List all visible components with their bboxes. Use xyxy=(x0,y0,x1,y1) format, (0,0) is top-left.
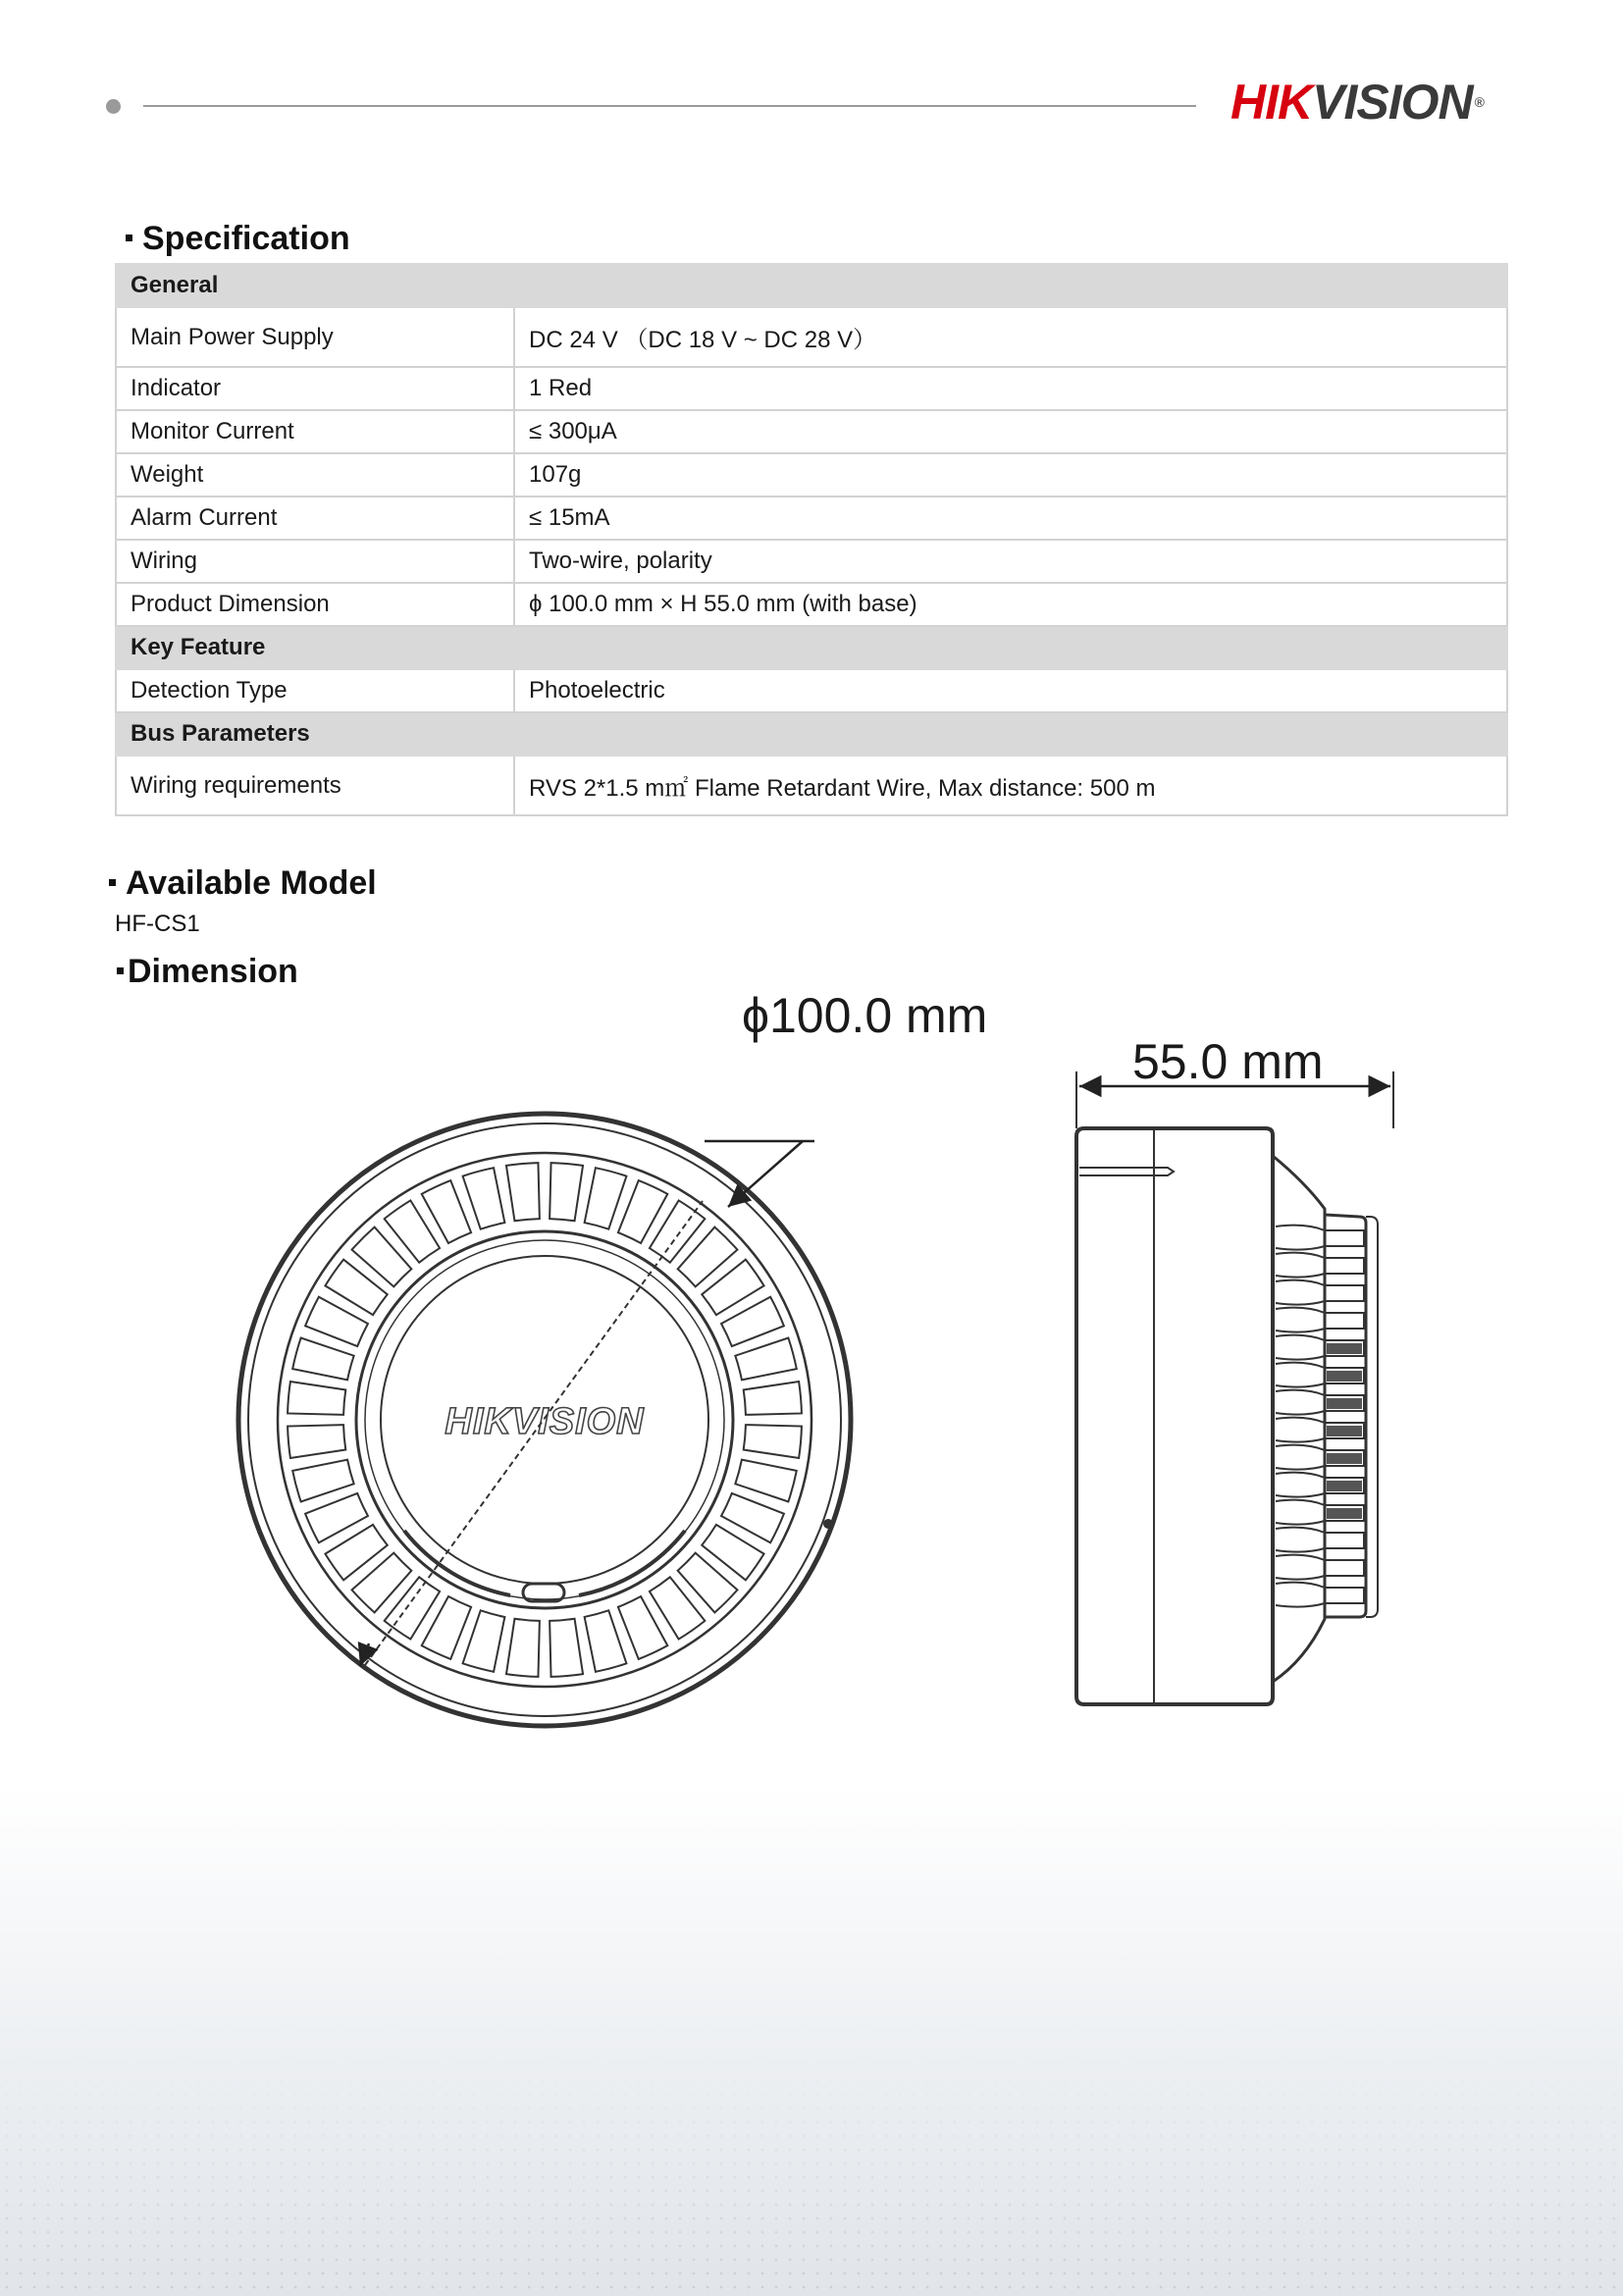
vent-slot xyxy=(463,1168,505,1228)
vent-slot xyxy=(506,1163,540,1221)
side-mesh xyxy=(1327,1343,1362,1354)
available-model-heading: Available Model xyxy=(109,864,377,903)
height-dimension-label: 55.0 mm xyxy=(1132,1034,1324,1089)
table-row: Product Dimension ϕ 100.0 mm × H 55.0 mm (with base) xyxy=(116,583,1507,626)
vent-slot xyxy=(422,1180,471,1243)
side-fin xyxy=(1276,1528,1364,1552)
vent-slot xyxy=(288,1425,345,1458)
side-mesh xyxy=(1327,1398,1362,1409)
table-row: Detection Type Photoelectric xyxy=(116,669,1507,712)
vent-slot xyxy=(678,1553,738,1613)
vent-slot xyxy=(550,1163,583,1221)
category-row-key-feature: Key Feature xyxy=(116,626,1507,669)
vent-slot xyxy=(735,1338,796,1381)
vent-slot xyxy=(678,1227,738,1287)
side-vent-fins xyxy=(1276,1226,1364,1607)
vent-slot xyxy=(702,1525,763,1580)
vent-slot xyxy=(325,1525,387,1580)
vent-slot xyxy=(292,1338,353,1381)
diameter-leader-arrow xyxy=(728,1141,803,1207)
side-fin xyxy=(1276,1583,1364,1607)
side-mesh xyxy=(1327,1481,1362,1491)
device-logo: HIKVISION xyxy=(445,1401,645,1442)
side-fin xyxy=(1276,1308,1364,1332)
vent-slot xyxy=(650,1577,705,1639)
vent-slot xyxy=(721,1297,784,1346)
side-fin xyxy=(1276,1226,1364,1250)
vent-slot xyxy=(463,1610,505,1671)
side-mesh xyxy=(1327,1508,1362,1519)
vent-slot xyxy=(618,1180,667,1243)
vent-slot xyxy=(506,1619,540,1677)
hikvision-logo: HIKVISION ® xyxy=(1230,75,1484,130)
side-fin xyxy=(1276,1555,1364,1580)
table-row: Main Power Supply DC 24 V （DC 18 V ~ DC 28 V） xyxy=(116,307,1507,367)
vent-slot xyxy=(735,1460,796,1502)
table-row: Indicator 1 Red xyxy=(116,367,1507,410)
diameter-dimension-label: ϕ100.0 mm xyxy=(742,988,988,1043)
detector-side-view xyxy=(1076,1071,1393,1704)
side-fin xyxy=(1276,1253,1364,1278)
vent-slot xyxy=(422,1596,471,1659)
table-row: Weight 107g xyxy=(116,453,1507,496)
vent-slot xyxy=(385,1577,440,1639)
vent-slot xyxy=(352,1227,412,1287)
model-number: HF-CS1 xyxy=(115,911,200,937)
specification-heading: Specification xyxy=(126,220,350,258)
vent-slot xyxy=(305,1493,368,1542)
table-row: Alarm Current ≤ 15mA xyxy=(116,496,1507,540)
vent-slot xyxy=(744,1382,802,1415)
table-row: Monitor Current ≤ 300μA xyxy=(116,410,1507,453)
vent-slot xyxy=(702,1260,763,1315)
category-row-bus-parameters: Bus Parameters xyxy=(116,712,1507,756)
vent-slot xyxy=(721,1493,784,1542)
vent-slot xyxy=(585,1610,627,1671)
vent-slot xyxy=(744,1425,802,1458)
vent-slot xyxy=(292,1460,353,1502)
vent-slot xyxy=(550,1619,583,1677)
side-mesh xyxy=(1327,1371,1362,1382)
vent-slot xyxy=(585,1168,627,1228)
vent-slot xyxy=(288,1382,345,1415)
table-row: Wiring Two-wire, polarity xyxy=(116,540,1507,583)
side-fin xyxy=(1276,1280,1364,1305)
dimension-heading: Dimension xyxy=(117,953,298,991)
vent-slot xyxy=(385,1200,440,1262)
vent-slot xyxy=(305,1297,368,1346)
table-row: Wiring requirements RVS 2*1.5 m㎡ Flame Retardant Wire, Max distance: 500 m xyxy=(116,756,1507,815)
category-row-general: General xyxy=(116,264,1507,307)
vent-slot xyxy=(618,1596,667,1659)
vent-slot xyxy=(325,1260,387,1315)
vent-slot xyxy=(352,1553,412,1613)
side-mesh xyxy=(1327,1453,1362,1464)
side-mesh xyxy=(1327,1426,1362,1436)
